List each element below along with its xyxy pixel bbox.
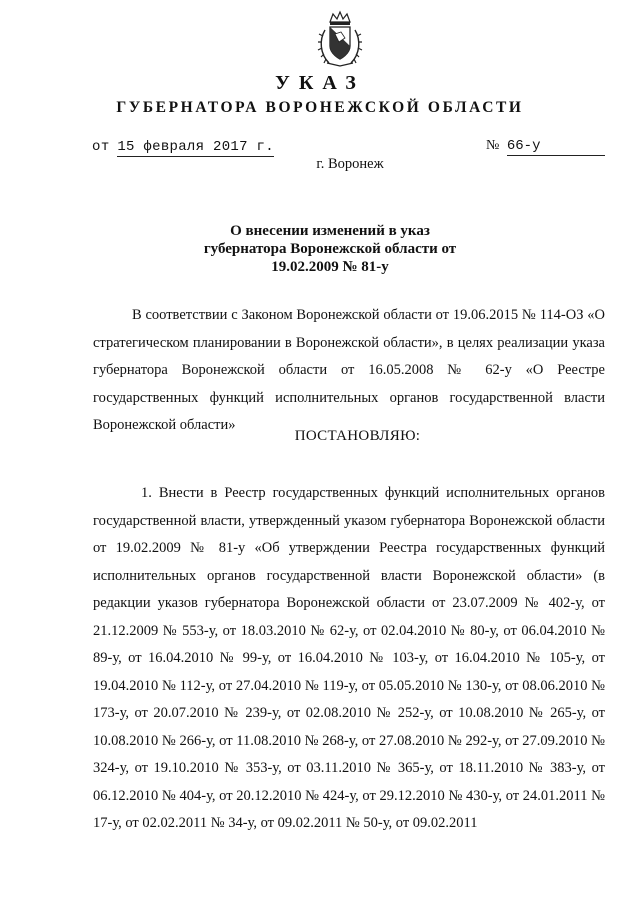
- coat-of-arms-icon: [315, 8, 365, 70]
- resolve-label: ПОСТАНОВЛЯЮ:: [294, 428, 421, 444]
- document-subtitle: ГУБЕРНАТОРА ВОРОНЕЖСКОЙ ОБЛАСТИ: [116, 99, 524, 116]
- date-prefix: от: [92, 139, 110, 155]
- document-heading: О внесении изменений в указ губернатора Воронежской области от 19.02.2009 № 81-у: [203, 223, 457, 275]
- number-value: 66-у: [507, 138, 605, 156]
- preamble-paragraph: В соответствии с Законом Воронежской области от 19.06.2015 № 114-ОЗ «О стратегическом планировании в Воронежской области», в целях реализации указа губернатора Воронежской области от 16.05.2008 № 62-у «О Реестре государственных функций исполнительных органов государственной власти Воронежской области»: [93, 307, 605, 433]
- number-prefix: №: [486, 138, 500, 153]
- date-line: [92, 139, 274, 155]
- clause-paragraph: 1. Внести в Реестр государственных функций исполнительных органов государственной власти, утвержденный указом губернатора Воронежской области от 19.02.2009 № 81-у «Об утверждении Реестра государственных функций исполнительных органов государственной власти Воронежской области» (в редакции указов губернатора Воронежской области от 23.07.2009 № 402-у, от 21.12.2009 № 553-у, от 18.03.2010 № 62-у, от 02.04.2010 № 80-у, от 06.04.2010 № 89-у, от 16.04.2010 № 99-у, от 16.04.2010 № 103-у, от 16.04.2010 № 105-у, от 19.04.2010 № 112-у, от 27.04.2010 № 119-у, от 05.05.2010 № 130-у, от 08.06.2010 № 173-у, от 20.07.2010 № 239-у, от 02.08.2010 № 252-у, от 10.08.2010 № 265-у, от 10.08.2010 № 266-у, от 11.08.2010 № 268-у, от 27.08.2010 № 292-у, от 27.09.2010 № 324-у, от 19.10.2010 № 353-у, от 03.11.2010 № 365-у, от 18.11.2010 № 383-у, от 06.12.2010 № 404-у, от 20.12.2010 № 424-у, от 29.12.2010 № 430-у, от 24.01.2011 № 17-у, от 02.02.2011 № 34-у, от 09.02.2011 № 50-у, от 09.02.2011: [93, 485, 605, 831]
- document-title: УКАЗ: [275, 72, 365, 94]
- city-label: г. Воронеж: [316, 156, 384, 172]
- date-value: 15 февраля 2017 г.: [117, 139, 274, 155]
- number-line: [486, 138, 605, 156]
